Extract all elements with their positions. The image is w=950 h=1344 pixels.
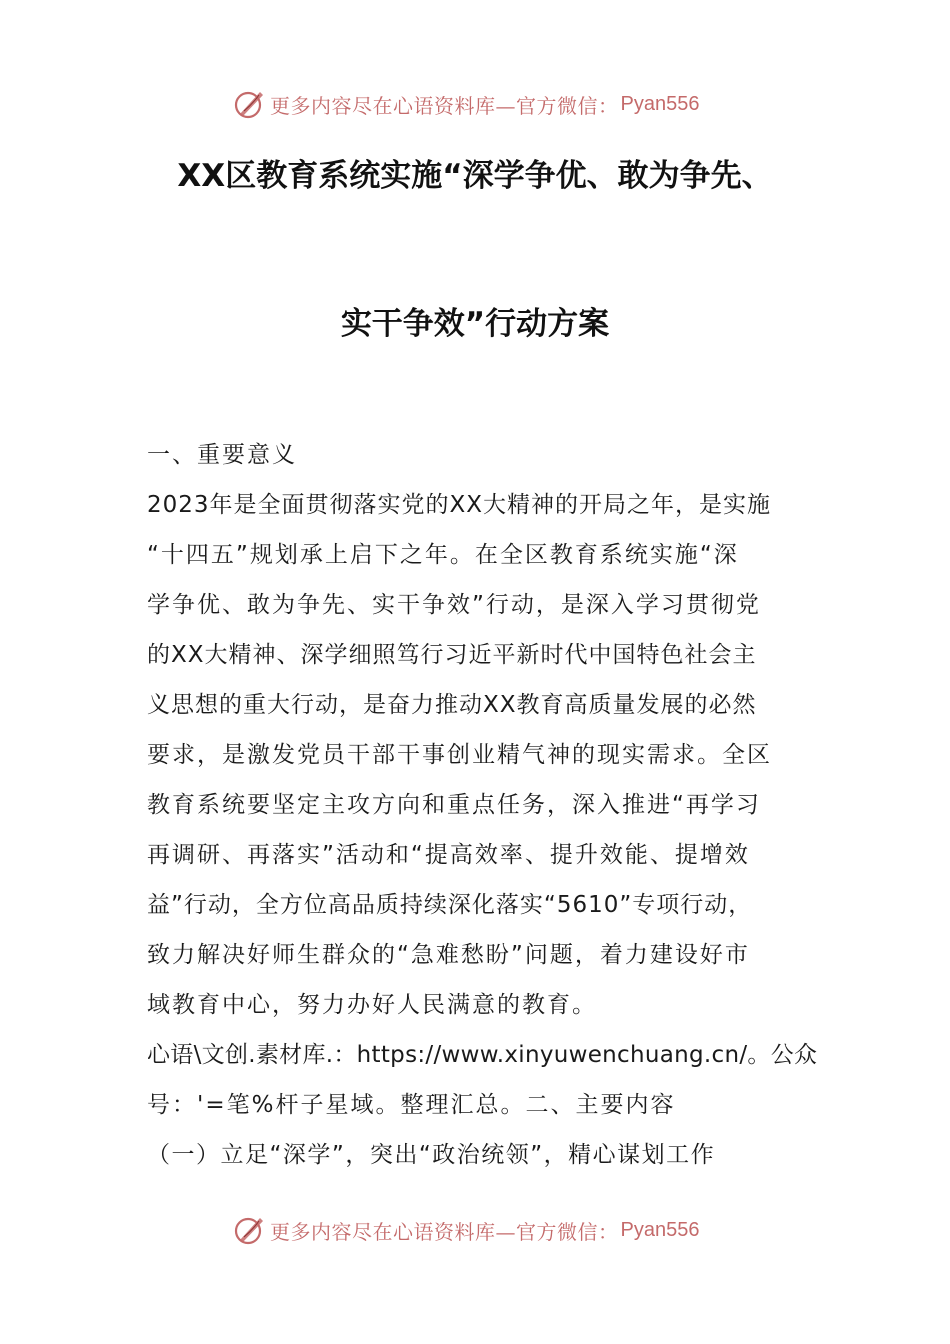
subsection-heading: （一）立足“深学”，突出“政治统领”，精心谋划工作 xyxy=(147,1142,716,1168)
paragraph-line: 教育系统要坚定主攻方向和重点任务，深入推进“再学习 xyxy=(147,792,761,818)
paragraph-line: 益”行动，全方位高品质持续深化落实“5610”专项行动， xyxy=(147,892,753,918)
header-watermark xyxy=(232,84,699,124)
quill-logo-icon xyxy=(232,1212,268,1248)
paragraph-line: 再调研、再落实”活动和“提高效率、提升效能、提增效 xyxy=(147,842,750,868)
document-body xyxy=(147,430,818,1180)
watermark-wechat-id: Pyan556 xyxy=(620,92,700,115)
watermark-wechat-id: Pyan556 xyxy=(620,1218,700,1241)
watermark-text: 更多内容尽在心语资料库—官方微信： xyxy=(270,93,619,118)
quill-logo-icon xyxy=(232,86,268,122)
watermark-text: 更多内容尽在心语资料库—官方微信： xyxy=(270,1219,619,1244)
paragraph-line: 要求，是激发党员干部干事创业精气神的现实需求。全区 xyxy=(147,742,772,768)
footer-watermark xyxy=(232,1210,699,1250)
paragraph-line: 义思想的重大行动，是奋力推动XX教育高质量发展的必然 xyxy=(147,692,757,718)
source-note-line-1: 心语\文创.素材库.：https://www.xinyuwenchuang.cn/。公众 xyxy=(147,1042,818,1068)
paragraph-line: 域教育中心，努力办好人民满意的教育。 xyxy=(147,992,597,1018)
source-note-line-2: 号：'=笔%杆子星域。整理汇总。二、主要内容 xyxy=(147,1092,676,1118)
paragraph-line: 学争优、敢为争先、实干争效”行动，是深入学习贯彻党 xyxy=(147,592,761,618)
paragraph-line: 2023年是全面贯彻落实党的XX大精神的开局之年，是实施 xyxy=(147,492,772,518)
document-title-line-2: 实干争效”行动方案 xyxy=(340,306,610,342)
paragraph-line: 的XX大精神、深学细照笃行习近平新时代中国特色社会主 xyxy=(147,642,757,668)
document-title-line-1: XX区教育系统实施“深学争优、敢为争先、 xyxy=(177,158,773,194)
section-heading-importance: 一、重要意义 xyxy=(147,442,297,468)
paragraph-line: “十四五”规划承上启下之年。在全区教育系统实施“深 xyxy=(147,542,739,568)
paragraph-line: 致力解决好师生群众的“急难愁盼”问题，着力建设好市 xyxy=(147,942,750,968)
